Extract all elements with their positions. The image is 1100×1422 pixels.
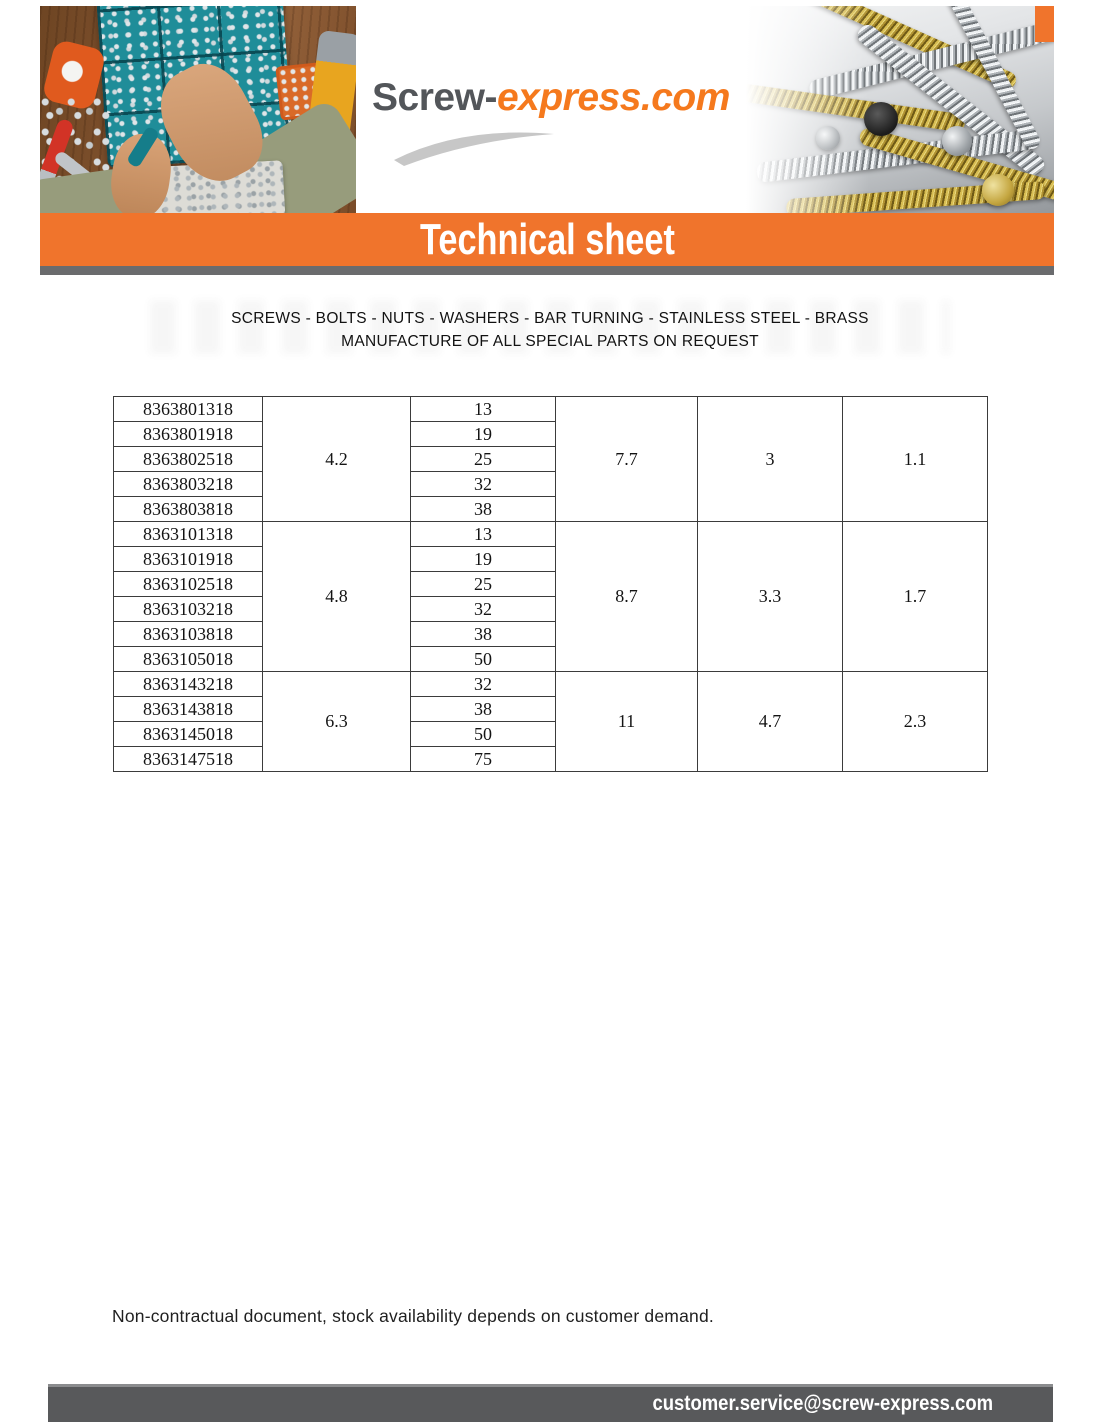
length-cell: 50 — [411, 647, 556, 672]
ref-cell: 8363101918 — [114, 547, 263, 572]
ref-cell: 8363102518 — [114, 572, 263, 597]
length-cell: 32 — [411, 472, 556, 497]
subtitle-line-products: SCREWS - BOLTS - NUTS - WASHERS - BAR TURNING - STAINLESS STEEL - BRASS — [231, 310, 869, 327]
ref-cell: 8363105018 — [114, 647, 263, 672]
ref-cell: 8363103218 — [114, 597, 263, 622]
ref-cell: 8363103818 — [114, 622, 263, 647]
ref-cell: 8363101318 — [114, 522, 263, 547]
value-cell: 1.7 — [843, 522, 988, 672]
ref-cell: 8363143218 — [114, 672, 263, 697]
corner-accent — [1035, 6, 1054, 42]
table-row — [114, 397, 988, 422]
subtitle-line-manufacture: MANUFACTURE OF ALL SPECIAL PARTS ON REQUEST — [341, 333, 759, 350]
workbench-photo — [40, 6, 356, 213]
table-row — [114, 522, 988, 547]
value-cell: 11 — [556, 672, 698, 772]
value-cell: 8.7 — [556, 522, 698, 672]
length-cell: 19 — [411, 547, 556, 572]
spec-table — [113, 396, 988, 772]
length-cell: 75 — [411, 747, 556, 772]
diameter-cell: 4.2 — [263, 397, 411, 522]
value-cell: 2.3 — [843, 672, 988, 772]
ref-cell: 8363147518 — [114, 747, 263, 772]
footer-bar — [48, 1384, 1053, 1422]
screws-pile-photo — [746, 6, 1054, 213]
logo-text — [356, 76, 746, 120]
ref-cell: 8363803218 — [114, 472, 263, 497]
length-cell: 38 — [411, 622, 556, 647]
value-cell: 4.7 — [698, 672, 843, 772]
value-cell: 7.7 — [556, 397, 698, 522]
logo-swoosh-graphic — [392, 120, 562, 168]
photo-fade-overlay — [746, 6, 869, 213]
value-cell: 3 — [698, 397, 843, 522]
ref-cell: 8363801918 — [114, 422, 263, 447]
length-cell: 25 — [411, 572, 556, 597]
ref-cell: 8363803818 — [114, 497, 263, 522]
diameter-cell: 4.8 — [263, 522, 411, 672]
screw-head-graphic — [982, 174, 1014, 206]
length-cell: 38 — [411, 497, 556, 522]
value-cell: 1.1 — [843, 397, 988, 522]
length-cell: 25 — [411, 447, 556, 472]
subtitle — [0, 307, 1100, 353]
ref-cell: 8363143818 — [114, 697, 263, 722]
banner-technical-sheet — [40, 213, 1054, 266]
customer-service-email: customer.service@screw-express.com — [652, 1392, 993, 1415]
length-cell: 50 — [411, 722, 556, 747]
non-contractual-note: Non-contractual document, stock availability depends on customer demand. — [112, 1306, 714, 1326]
length-cell: 32 — [411, 672, 556, 697]
length-cell: 32 — [411, 597, 556, 622]
banner-shadow-bar — [40, 266, 1054, 275]
length-cell: 13 — [411, 397, 556, 422]
page-title: Technical sheet — [419, 215, 675, 264]
ref-cell: 8363801318 — [114, 397, 263, 422]
diameter-cell: 6.3 — [263, 672, 411, 772]
logo — [356, 6, 746, 213]
logo-text-express: express.com — [496, 76, 730, 119]
length-cell: 38 — [411, 697, 556, 722]
length-cell: 13 — [411, 522, 556, 547]
value-cell: 3.3 — [698, 522, 843, 672]
ref-cell: 8363145018 — [114, 722, 263, 747]
ref-cell: 8363802518 — [114, 447, 263, 472]
length-cell: 19 — [411, 422, 556, 447]
table-row — [114, 672, 988, 697]
screw-head-graphic — [942, 126, 972, 156]
logo-text-screw: Screw- — [372, 76, 497, 119]
